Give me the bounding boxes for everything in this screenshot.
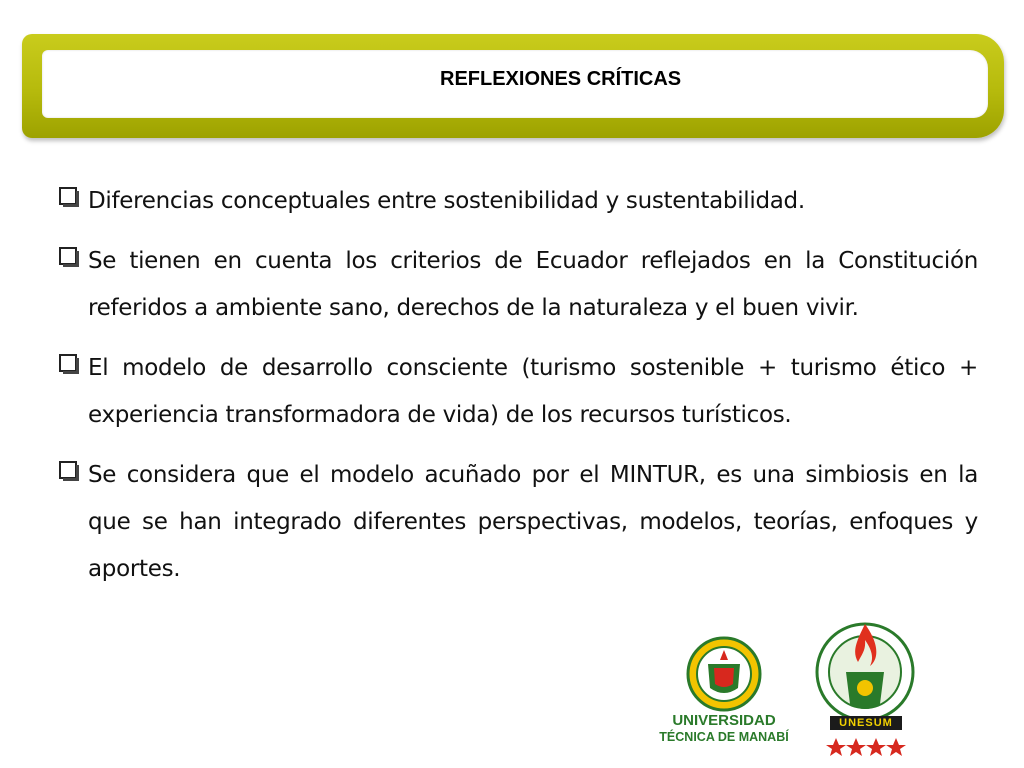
utm-caption-line2: TÉCNICA DE MANABÍ bbox=[659, 730, 789, 744]
hollow-square-bullet-icon bbox=[58, 353, 84, 375]
bullet-text: Se tienen en cuenta los criterios de Ecuador reflejados en la Constitución referidos a ambiente sano, derechos de la naturaleza y el buen vivir. bbox=[88, 248, 978, 321]
bullet-list bbox=[58, 178, 978, 606]
bullet-text: El modelo de desarrollo consciente (turismo sostenible + turismo ético + experiencia transformadora de vida) de los recursos turísticos. bbox=[88, 355, 978, 428]
bullet-item bbox=[58, 345, 978, 439]
unesum-seal-icon bbox=[806, 612, 924, 764]
utm-caption-line1: UNIVERSIDAD bbox=[672, 712, 776, 729]
utm-logo bbox=[656, 636, 792, 764]
hollow-square-bullet-icon bbox=[58, 186, 84, 208]
utm-caption bbox=[656, 712, 792, 746]
hollow-square-bullet-icon bbox=[58, 246, 84, 268]
bullet-text: Diferencias conceptuales entre sostenibilidad y sustentabilidad. bbox=[88, 188, 805, 214]
hollow-square-bullet-icon bbox=[58, 460, 84, 482]
bullet-text: Se considera que el modelo acuñado por el MINTUR, es una simbiosis en la que se han integrado diferentes perspectivas, modelos, teorías, enfoques y aportes. bbox=[88, 462, 978, 582]
bullet-item bbox=[58, 178, 978, 225]
unesum-label: UNESUM bbox=[830, 716, 902, 730]
bullet-item bbox=[58, 452, 978, 593]
bullet-item bbox=[58, 238, 978, 332]
page-title: REFLEXIONES CRÍTICAS bbox=[440, 68, 682, 90]
utm-seal-icon bbox=[656, 636, 792, 712]
unesum-logo bbox=[806, 612, 924, 764]
